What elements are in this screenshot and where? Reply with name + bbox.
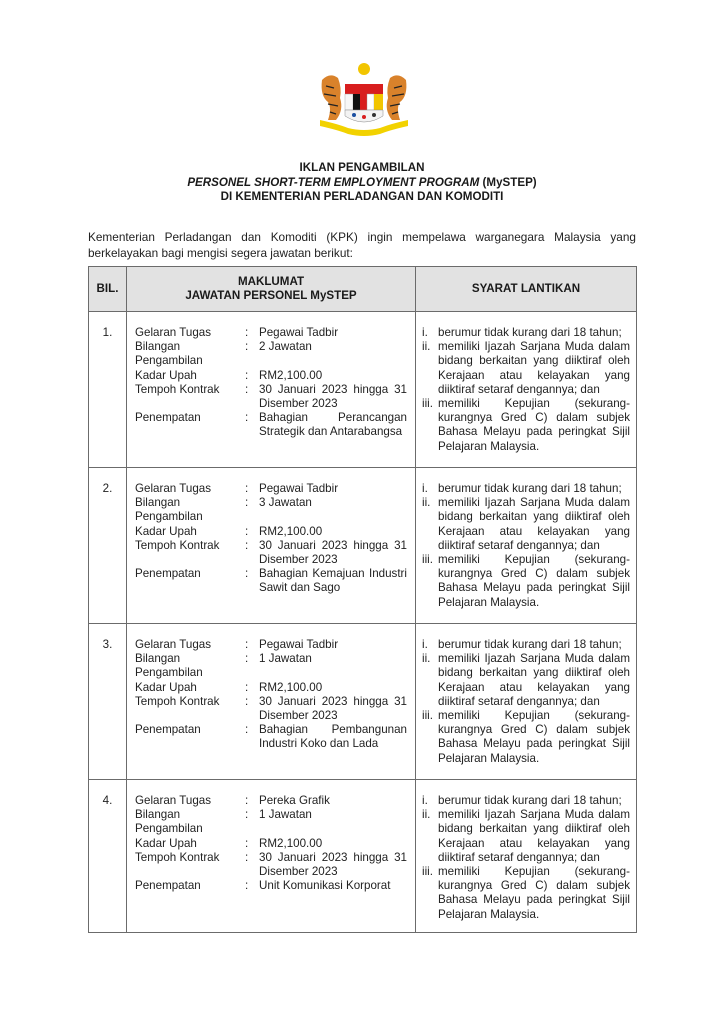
table-header-row <box>89 267 637 312</box>
colon: : <box>245 382 249 396</box>
coat-of-arms-logo <box>308 58 420 138</box>
label-penempatan: Penempatan <box>135 411 201 425</box>
requirements-cell <box>416 468 637 624</box>
title-line-1: IKLAN PENGAMBILAN <box>299 161 425 174</box>
value-gelaran-tugas: Pegawai Tadbir <box>259 482 339 495</box>
requirement-item <box>422 638 630 652</box>
label-kadar-upah: Kadar Upah <box>135 680 197 694</box>
header-maklumat <box>127 267 416 312</box>
value-bilangan-pengambilan: 1 Jawatan <box>259 808 312 822</box>
label-bilangan-pengambilan: Bilangan Pengambilan <box>135 340 203 368</box>
label-penempatan: Penempatan <box>135 879 201 893</box>
value-kadar-upah: RM2,100.00 <box>259 680 323 694</box>
colon: : <box>245 411 249 425</box>
value-tempoh-kontrak: 30 Januari 2023 hingga 31 Disember 2023 <box>259 850 407 879</box>
colon: : <box>245 340 249 354</box>
requirement-text: memiliki Kepujian (sekurang-kurangnya Gred C) dalam subjek Bahasa Melayu pada peringkat Sijil Pelajaran Malaysia. <box>438 865 630 921</box>
value-tempoh-kontrak: 30 Januari 2023 hingga 31 Disember 2023 <box>259 694 407 723</box>
label-penempatan: Penempatan <box>135 723 201 737</box>
colon: : <box>245 794 249 807</box>
value-gelaran-tugas: Pereka Grafik <box>259 794 330 807</box>
label-tempoh-kontrak: Tempoh Kontrak <box>135 538 220 552</box>
requirement-item <box>422 553 630 610</box>
value-tempoh-kontrak: 30 Januari 2023 hingga 31 Disember 2023 <box>259 382 407 411</box>
colon: : <box>245 723 249 737</box>
requirement-item <box>422 652 630 709</box>
colon: : <box>245 836 249 850</box>
requirement-text: memiliki Ijazah Sarjana Muda dalam bidang berkaitan yang diiktiraf oleh Kerajaan atau kelayakan yang diiktiraf setaraf dengannya; dan <box>438 652 630 708</box>
requirement-item <box>422 709 630 766</box>
requirements-list <box>422 638 630 766</box>
colon: : <box>245 496 249 510</box>
value-penempatan: Bahagian Kemajuan Industri Sawit dan Sago <box>259 567 407 595</box>
requirement-number: i. <box>422 326 428 339</box>
requirement-text: memiliki Kepujian (sekurang-kurangnya Gred C) dalam subjek Bahasa Melayu pada peringkat Sijil Pelajaran Malaysia. <box>438 709 630 765</box>
value-kadar-upah: RM2,100.00 <box>259 368 323 382</box>
requirement-number: iii. <box>422 865 433 879</box>
job-details <box>135 638 407 752</box>
colon: : <box>245 368 249 382</box>
requirement-text: memiliki Ijazah Sarjana Muda dalam bidang berkaitan yang diiktiraf oleh Kerajaan atau kelayakan yang diiktiraf setaraf dengannya; dan <box>438 340 630 396</box>
document-title-block <box>0 161 724 205</box>
row-number: 1. <box>89 312 127 468</box>
colon: : <box>245 567 249 581</box>
row-number: 2. <box>89 468 127 624</box>
colon: : <box>245 524 249 538</box>
requirements-list <box>422 482 630 610</box>
value-gelaran-tugas: Pegawai Tadbir <box>259 638 339 651</box>
label-bilangan-pengambilan: Bilangan Pengambilan <box>135 808 203 836</box>
requirement-number: iii. <box>422 397 433 411</box>
program-name: PERSONEL SHORT-TERM EMPLOYMENT PROGRAM <box>187 175 480 189</box>
requirement-text: berumur tidak kurang dari 18 tahun; <box>438 638 622 651</box>
table-row <box>89 312 637 468</box>
requirement-item <box>422 340 630 397</box>
requirement-item <box>422 397 630 454</box>
requirement-number: i. <box>422 794 428 807</box>
header-bil: BIL. <box>89 267 127 312</box>
requirement-number: iii. <box>422 553 433 567</box>
label-bilangan-pengambilan: Bilangan Pengambilan <box>135 652 203 680</box>
colon: : <box>245 680 249 694</box>
colon: : <box>245 850 249 864</box>
value-kadar-upah: RM2,100.00 <box>259 836 323 850</box>
row-number: 3. <box>89 624 127 780</box>
vacancy-table <box>88 266 637 933</box>
table-row <box>89 780 637 933</box>
job-info-cell <box>127 312 416 468</box>
job-details <box>135 482 407 596</box>
requirement-text: memiliki Ijazah Sarjana Muda dalam bidang berkaitan yang diiktiraf oleh Kerajaan atau kelayakan yang diiktiraf setaraf dengannya; dan <box>438 496 630 552</box>
requirements-cell <box>416 780 637 933</box>
colon: : <box>245 694 249 708</box>
job-info-cell <box>127 780 416 933</box>
label-kadar-upah: Kadar Upah <box>135 836 197 850</box>
requirement-number: ii. <box>422 496 431 510</box>
label-kadar-upah: Kadar Upah <box>135 368 197 382</box>
label-kadar-upah: Kadar Upah <box>135 524 197 538</box>
colon: : <box>245 482 249 495</box>
label-tempoh-kontrak: Tempoh Kontrak <box>135 850 220 864</box>
header-maklumat-line2: JAWATAN PERSONEL MySTEP <box>185 289 357 302</box>
requirement-text: berumur tidak kurang dari 18 tahun; <box>438 482 622 495</box>
value-bilangan-pengambilan: 3 Jawatan <box>259 496 312 510</box>
value-penempatan: Bahagian Pembangunan Industri Koko dan Lada <box>259 723 407 751</box>
requirements-cell <box>416 624 637 780</box>
requirement-number: i. <box>422 482 428 495</box>
table-row <box>89 468 637 624</box>
requirement-text: berumur tidak kurang dari 18 tahun; <box>438 794 622 807</box>
requirement-number: ii. <box>422 340 431 354</box>
requirement-number: ii. <box>422 808 431 822</box>
value-gelaran-tugas: Pegawai Tadbir <box>259 326 339 339</box>
value-tempoh-kontrak: 30 Januari 2023 hingga 31 Disember 2023 <box>259 538 407 567</box>
header-maklumat-line1: MAKLUMAT <box>237 274 305 288</box>
value-kadar-upah: RM2,100.00 <box>259 524 323 538</box>
label-tempoh-kontrak: Tempoh Kontrak <box>135 382 220 396</box>
label-gelaran-tugas: Gelaran Tugas <box>135 482 212 495</box>
colon: : <box>245 326 249 339</box>
title-line-3: DI KEMENTERIAN PERLADANGAN DAN KOMODITI <box>220 190 504 203</box>
requirements-cell <box>416 312 637 468</box>
label-gelaran-tugas: Gelaran Tugas <box>135 638 212 651</box>
title-line-2 <box>0 176 724 191</box>
value-penempatan: Bahagian Perancangan Strategik dan Antarabangsa <box>259 411 407 439</box>
requirement-number: iii. <box>422 709 433 723</box>
job-details <box>135 326 407 440</box>
job-info-cell <box>127 468 416 624</box>
requirement-item <box>422 794 630 808</box>
requirement-text: memiliki Kepujian (sekurang-kurangnya Gred C) dalam subjek Bahasa Melayu pada peringkat Sijil Pelajaran Malaysia. <box>438 553 630 609</box>
requirements-list <box>422 794 630 922</box>
requirement-item <box>422 808 630 865</box>
requirement-text: memiliki Kepujian (sekurang-kurangnya Gred C) dalam subjek Bahasa Melayu pada peringkat Sijil Pelajaran Malaysia. <box>438 397 630 453</box>
colon: : <box>245 638 249 651</box>
program-acronym: (MySTEP) <box>479 175 537 189</box>
requirement-number: ii. <box>422 652 431 666</box>
requirement-text: memiliki Ijazah Sarjana Muda dalam bidang berkaitan yang diiktiraf oleh Kerajaan atau kelayakan yang diiktiraf setaraf dengannya; dan <box>438 808 630 864</box>
requirement-item <box>422 482 630 496</box>
header-syarat: SYARAT LANTIKAN <box>416 267 637 312</box>
label-penempatan: Penempatan <box>135 567 201 581</box>
label-gelaran-tugas: Gelaran Tugas <box>135 794 212 807</box>
colon: : <box>245 652 249 666</box>
colon: : <box>245 808 249 822</box>
requirement-item <box>422 496 630 553</box>
job-details <box>135 794 407 893</box>
value-bilangan-pengambilan: 1 Jawatan <box>259 652 312 666</box>
value-bilangan-pengambilan: 2 Jawatan <box>259 340 312 354</box>
requirement-text: berumur tidak kurang dari 18 tahun; <box>438 326 622 339</box>
label-tempoh-kontrak: Tempoh Kontrak <box>135 694 220 708</box>
row-number: 4. <box>89 780 127 933</box>
intro-paragraph: Kementerian Perladangan dan Komoditi (KPK) ingin mempelawa warganegara Malaysia yang berkelayakan bagi mengisi segera jawatan berikut: <box>88 230 636 260</box>
value-penempatan: Unit Komunikasi Korporat <box>259 879 391 893</box>
label-gelaran-tugas: Gelaran Tugas <box>135 326 212 339</box>
requirements-list <box>422 326 630 454</box>
requirement-number: i. <box>422 638 428 651</box>
requirement-item <box>422 326 630 340</box>
label-bilangan-pengambilan: Bilangan Pengambilan <box>135 496 203 524</box>
table-row <box>89 624 637 780</box>
colon: : <box>245 538 249 552</box>
colon: : <box>245 879 249 893</box>
job-info-cell <box>127 624 416 780</box>
requirement-item <box>422 865 630 922</box>
